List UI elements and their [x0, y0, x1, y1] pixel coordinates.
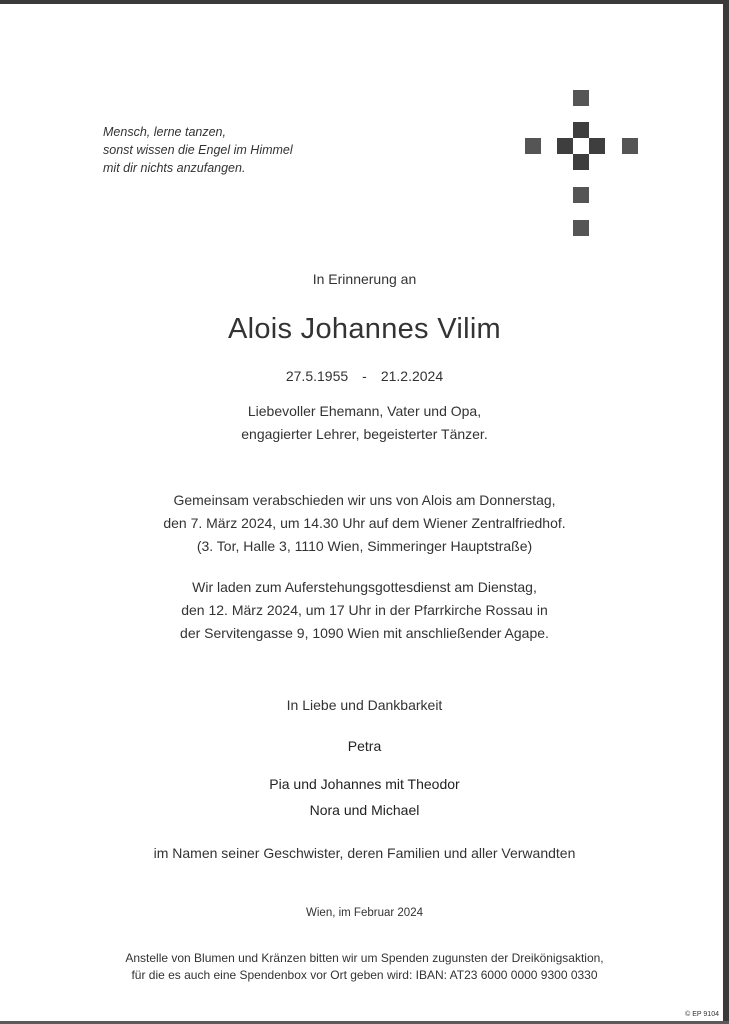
description-line: engagierter Lehrer, begeisterter Tänzer. — [241, 426, 488, 442]
donation-line: Anstelle von Blumen und Kränzen bitten wir um Spenden zugunsten der Dreikönigsaktion, — [125, 951, 604, 965]
farewell-line: Gemeinsam verabschieden wir uns von Alois am Donnerstag, — [173, 492, 556, 508]
relatives-text: im Namen seiner Geschwister, deren Familien und aller Verwandten — [153, 845, 576, 861]
cross-square — [589, 138, 605, 154]
intro-text: In Erinnerung an — [312, 271, 417, 287]
date-separator: - — [362, 368, 367, 384]
quote-line: sonst wissen die Engel im Himmel — [103, 143, 293, 157]
donation-line: für die es auch eine Spendenbox vor Ort geben wird: IBAN: AT23 6000 0000 9300 0330 — [131, 968, 598, 982]
checkered-cross-icon — [0, 0, 729, 250]
service-paragraph — [0, 576, 729, 645]
description-line: Liebevoller Ehemann, Vater und Opa, — [247, 403, 482, 419]
family-member: Petra — [347, 738, 382, 754]
cross-square — [525, 138, 541, 154]
cross-square — [573, 154, 589, 170]
service-line: den 12. März 2024, um 17 Uhr in der Pfarrkirche Rossau in — [181, 602, 548, 618]
description — [0, 400, 729, 446]
farewell-line: (3. Tor, Halle 3, 1110 Wien, Simmeringer Hauptstraße) — [196, 538, 533, 554]
quote-line: Mensch, lerne tanzen, — [103, 125, 226, 139]
service-line: der Servitengasse 9, 1090 Wien mit anschließender Agape. — [180, 625, 549, 641]
family-member: Pia und Johannes mit Theodor — [269, 776, 460, 792]
farewell-paragraph — [0, 489, 729, 558]
donation-note — [0, 950, 729, 984]
family-member: Nora und Michael — [309, 802, 420, 818]
service-line: Wir laden zum Auferstehungsgottesdienst am Dienstag, — [192, 579, 537, 595]
birth-date: 27.5.1955 — [285, 368, 349, 384]
cross-square — [573, 90, 589, 106]
product-code: © EP 9104 — [685, 1011, 719, 1018]
cross-square — [573, 220, 589, 236]
farewell-line: den 7. März 2024, um 14.30 Uhr auf dem Wiener Zentralfriedhof. — [163, 515, 566, 531]
gratitude-text: In Liebe und Dankbarkeit — [286, 697, 443, 713]
cross-square — [557, 138, 573, 154]
life-dates — [0, 368, 729, 384]
deceased-name: Alois Johannes Vilim — [227, 313, 502, 345]
quote-line: mit dir nichts anzufangen. — [103, 161, 246, 175]
place-date: Wien, im Februar 2024 — [306, 907, 423, 919]
death-date: 21.2.2024 — [380, 368, 444, 384]
cross-square — [622, 138, 638, 154]
cross-square — [573, 122, 589, 138]
cross-square — [573, 187, 589, 203]
